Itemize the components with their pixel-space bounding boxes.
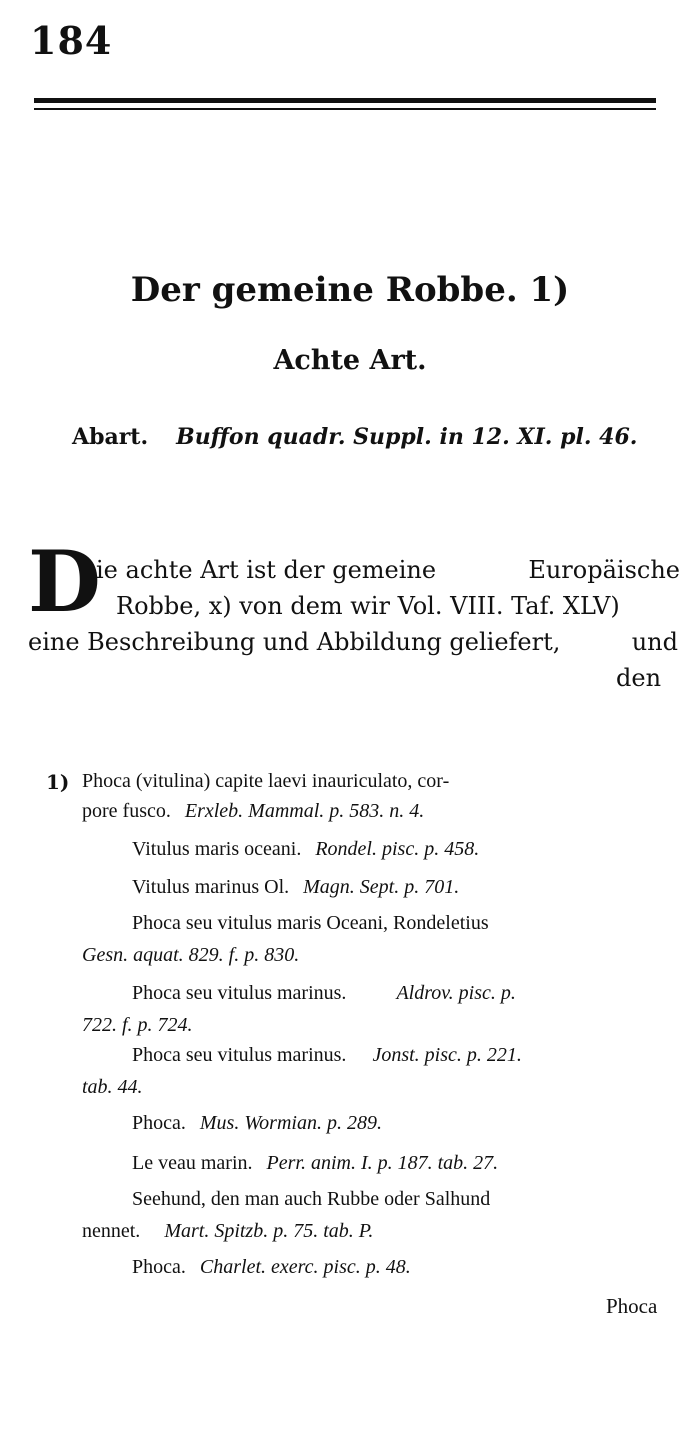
main-text-line-1 bbox=[96, 556, 680, 584]
main-text-line-4: den bbox=[616, 664, 662, 692]
footnote-line: Seehund, den man auch Rubbe oder Salhund bbox=[132, 1188, 491, 1210]
header-rule-thick bbox=[34, 98, 656, 103]
main-text-line-1-b: Europäische bbox=[528, 556, 680, 584]
footnote-line: Phoca. Charlet. exerc. pisc. p. 48. bbox=[132, 1256, 411, 1278]
variety-reference: Buffon quadr. Suppl. in 12. XI. pl. 46. bbox=[176, 424, 638, 450]
footnote-line: Gesn. aquat. 829. f. p. 830. bbox=[82, 944, 300, 966]
footnote-marker: 1) bbox=[46, 770, 70, 794]
main-text-line-1-a: ie achte Art ist der gemeine bbox=[96, 556, 437, 584]
drop-initial: D bbox=[28, 532, 101, 631]
section-title: Der gemeine Robbe. 1) bbox=[130, 270, 570, 310]
footnote-line: pore fusco. Erxleb. Mammal. p. 583. n. 4. bbox=[82, 800, 425, 822]
main-text-line-3-a: eine Beschreibung und Abbildung geliefert, bbox=[28, 628, 561, 656]
variety-line bbox=[72, 424, 637, 450]
page-number: 184 bbox=[30, 18, 113, 63]
footnote-line: Le veau marin. Perr. anim. I. p. 187. tab. 27. bbox=[132, 1152, 499, 1174]
footnote-line: tab. 44. bbox=[82, 1076, 143, 1098]
main-text-line-2: Robbe, x) von dem wir Vol. VIII. Taf. XLV) bbox=[116, 592, 620, 620]
catchword: Phoca bbox=[606, 1294, 658, 1318]
variety-label: Abart. bbox=[72, 424, 149, 450]
header-rule-thin bbox=[34, 108, 656, 110]
main-text-line-3 bbox=[28, 628, 678, 656]
section-subtitle: Achte Art. bbox=[273, 345, 427, 376]
footnote-line: Phoca seu vitulus marinus. Jonst. pisc. p. 221. bbox=[132, 1044, 522, 1066]
footnote-line: Phoca seu vitulus maris Oceani, Rondeletius bbox=[132, 912, 489, 934]
footnote-line: nennet. Mart. Spitzb. p. 75. tab. P. bbox=[82, 1220, 374, 1242]
footnote-line: Phoca seu vitulus marinus. Aldrov. pisc. p. bbox=[132, 982, 516, 1004]
footnote-line: Vitulus maris oceani. Rondel. pisc. p. 458. bbox=[132, 838, 480, 860]
footnote-line: Phoca (vitulina) capite laevi inauriculato, cor- bbox=[82, 770, 450, 792]
footnote-line: Phoca. Mus. Wormian. p. 289. bbox=[132, 1112, 382, 1134]
main-text-line-3-b: und bbox=[631, 628, 678, 656]
footnote-line: 722. f. p. 724. bbox=[82, 1014, 193, 1036]
footnote-line: Vitulus marinus Ol. Magn. Sept. p. 701. bbox=[132, 876, 460, 898]
